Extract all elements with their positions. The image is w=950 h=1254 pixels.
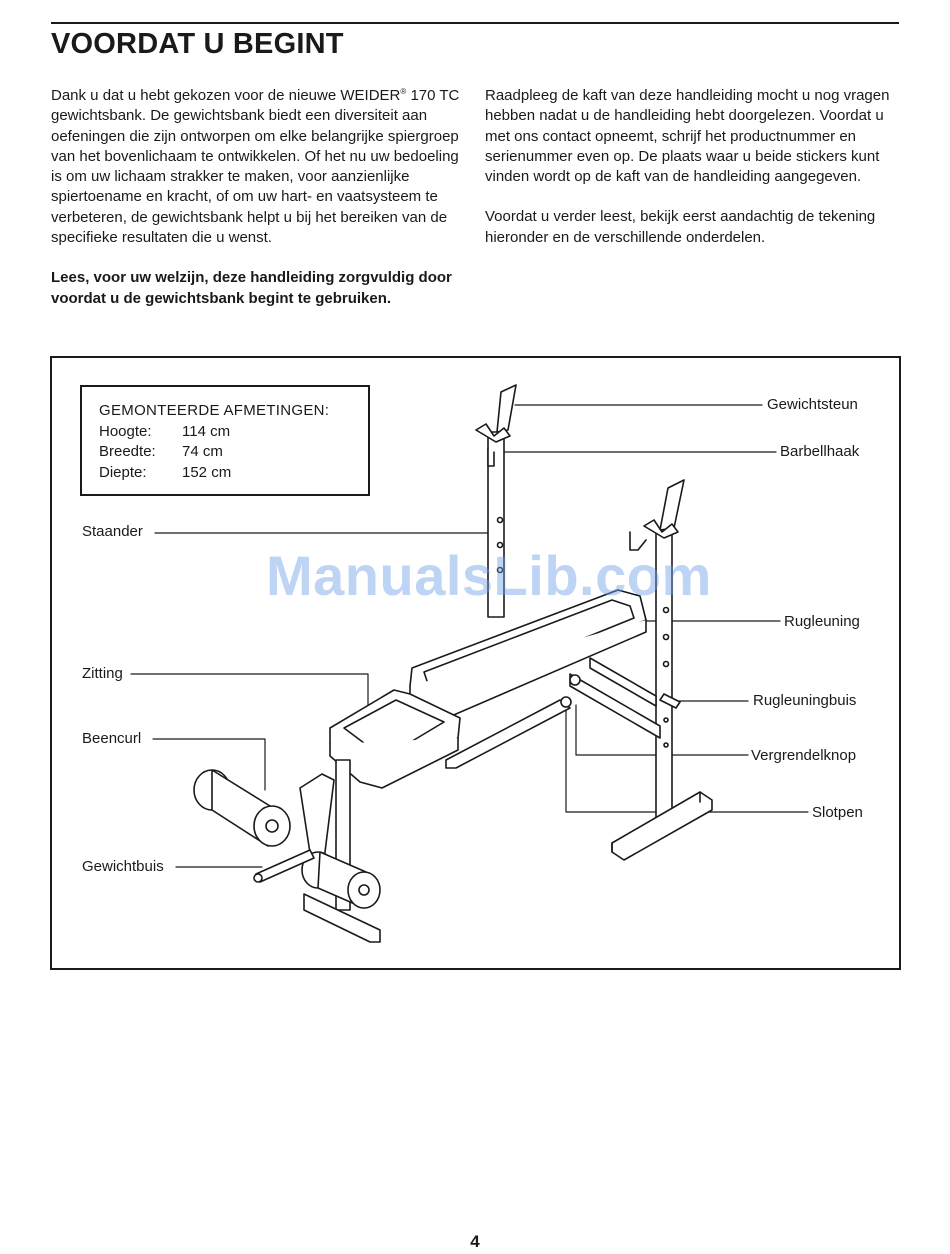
dimension-label: Hoogte: xyxy=(99,422,152,440)
watermark: ManualsLib.com xyxy=(266,544,712,607)
label-rugleuning: Rugleuning xyxy=(784,613,860,630)
dimension-label: Breedte: xyxy=(99,443,156,460)
label-barbellhaak: Barbellhaak xyxy=(780,443,860,460)
front-upright xyxy=(612,480,712,860)
contact-text: Raadpleeg de kaft van deze handleiding mocht u nog vragen hebben nadat u de handleiding hebt doorgelezen. Voordat u met ons contact opneemt, schrijf het productnummer en serienummer even op. De plaats waar u beide stickers kunt vinden wordt op de kaft van de handleiding aangegeven. xyxy=(485,87,890,186)
intro-text: Dank u dat u hebt gekozen voor de nieuwe WEIDER xyxy=(51,87,401,104)
dimensions-title: GEMONTEERDE AFMETINGEN: xyxy=(99,402,330,419)
label-vergrendelknop: Vergrendelknop xyxy=(751,747,857,764)
label-rugleuningbuis: Rugleuningbuis xyxy=(753,692,857,709)
intro-text-continued: 170 TC gewichtsbank. De gewichtsbank biedt een diversiteit aan oefeningen die zijn ontworpen om elke belangrijke spiergroep van het bovenlichaam te ontwikkelen. Of het nu uw bedoeling is om uw lichaam strakker te maken, voor aanzienlijke spiertoename en kracht, of om uw hart- en vaatsysteem te verbeteren, de gewichtsbank helpt u bij het bereiken van de specifieke resultaten die u wenst. xyxy=(51,87,460,247)
registered-mark: ® xyxy=(400,87,407,96)
leg-curl-assembly xyxy=(194,760,380,942)
dimension-value: 114 cm xyxy=(182,422,231,440)
label-beencurl: Beencurl xyxy=(82,730,142,747)
warning-bold-text: Lees, voor uw welzijn, deze handleiding zorgvuldig door voordat u de gewichtsbank begint te gebruiken. xyxy=(51,269,452,307)
page-number: 4 xyxy=(470,1232,480,1251)
label-gewichtsteun: Gewichtsteun xyxy=(767,396,858,413)
label-staander: Staander xyxy=(82,523,143,540)
page-title: VOORDAT U BEGINT xyxy=(51,28,344,60)
label-gewichtbuis: Gewichtbuis xyxy=(82,858,164,875)
drawing-paragraph: Voordat u verder leest, bekijk eerst aandachtig de tekening hieronder en de verschillende onderdelen. xyxy=(485,208,876,246)
label-zitting: Zitting xyxy=(82,665,123,682)
dimension-value: 74 cm xyxy=(182,443,223,460)
dimension-label: Diepte: xyxy=(99,463,147,481)
dimension-value: 152 cm xyxy=(182,463,232,481)
label-slotpen: Slotpen xyxy=(812,804,863,821)
